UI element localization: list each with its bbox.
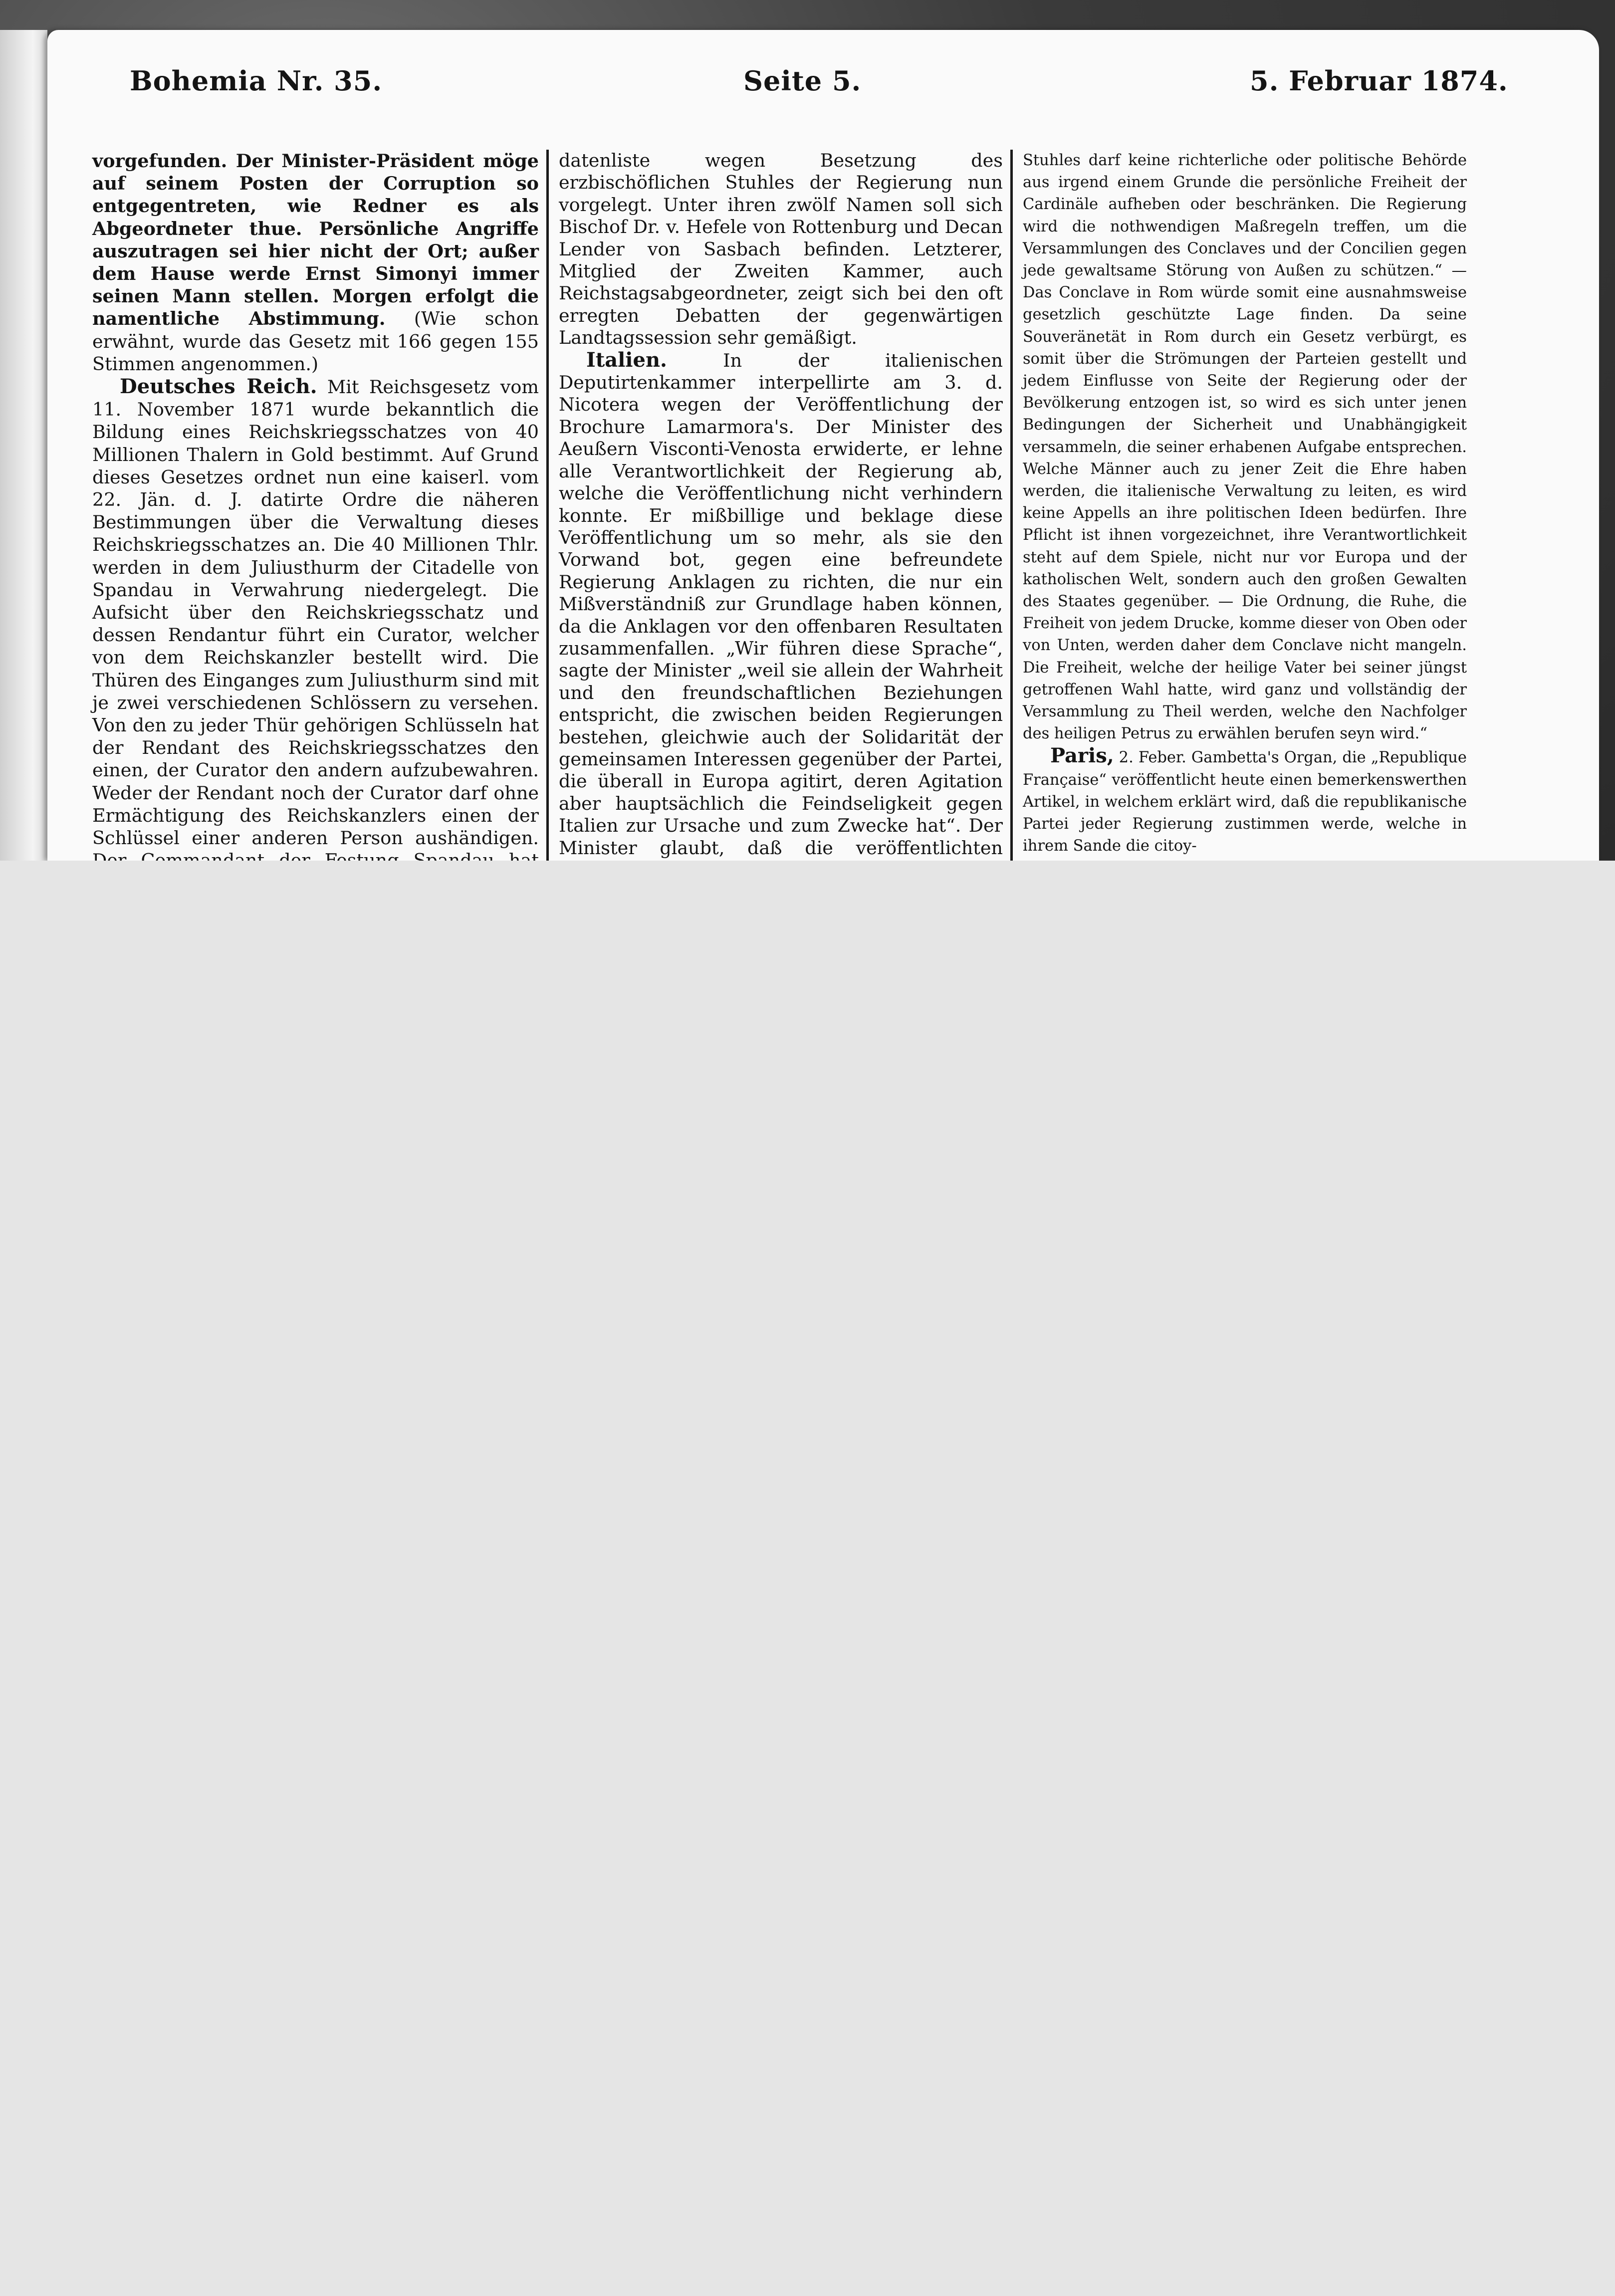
page-header bbox=[0, 65, 1615, 105]
section-head-paris: Paris, bbox=[1050, 744, 1114, 768]
col1-p1-text: (Wie schon erwähnt, wurde das Gesetz mit 166 gegen 155 Stimmen angenommen.) bbox=[92, 308, 539, 375]
left-page-edge bbox=[0, 30, 49, 861]
column-3-paragraph-2 bbox=[1023, 745, 1467, 857]
column-2-paragraph-2 bbox=[559, 349, 1003, 926]
header-date: 5. Februar 1874. bbox=[1250, 65, 1508, 97]
column-3 bbox=[1023, 150, 1467, 861]
column-1-paragraph-2 bbox=[92, 375, 539, 917]
header-issue: Bohemia Nr. 35. bbox=[130, 65, 383, 97]
column-divider-2 bbox=[1010, 150, 1013, 861]
section-head-deutsches-reich: Deutsches Reich. bbox=[120, 375, 317, 399]
column-1 bbox=[92, 150, 539, 861]
col1-p2-text: Mit Reichsgesetz vom 11. November 1871 wurde bekanntlich die Bildung eines Reichskriegsschatzes von 40 Millionen Thalern in Gold bestimmt. Auf Grund dieses Gesetzes ordnet nun eine kaiserl. vom 22. Jän. d. J. datirte Ordre die näheren Bestimmungen über die Verwaltung dieses Reichskriegsschatzes an. Die 40 Millionen Thlr. werden in dem Juliusthurm der Citadelle von Spandau in Verwahrung niedergelegt. Die Aufsicht über den Reichskriegsschatz und dessen Rendantur führt ein Curator, welcher von dem Reichskanzler bestellt wird. Die Thüren des Einganges zum Juliusthurm sind mit je zwei verschiedenen Schlössern zu versehen. Von den zu jeder Thür gehörigen Schlüsseln hat der Rendant des Reichskriegsschatzes den einen, der Curator den andern aufzubewahren. Weder der Rendant noch der Curator darf ohne Ermächtigung des Reichskanzlers einen der Schlüssel einer anderen Person aushändigen. bbox=[92, 376, 539, 849]
column-2-paragraph-1: datenliste wegen Besetzung des erzbischöflichen Stuhles der Regierung nun vorgelegt. Unter ihren zwölf Namen soll sich Bischof Dr. v. Hefele von Rottenburg und Decan Lender von Sasbach befinden. Letzterer, Mitglied der Zweiten Kammer, auch Reichstagsabgeordneter, zeigt sich bei den oft erregten Debatten der gegenwärtigen Landtagssession sehr gemäßigt. bbox=[559, 150, 1003, 349]
section-head-italien: Italien. bbox=[586, 348, 667, 372]
column-divider-1 bbox=[546, 150, 549, 861]
col3-p2-text: 2. Feber. Gambetta's Organ, die „Republique Française“ veröffentlicht heute einen bemerkenswerthen Artikel, in welchem erklärt wird, daß die republikanische Partei jeder Regierung zustimmen werde, welche in ihrem Sande die citoy- bbox=[1023, 749, 1467, 855]
col1-p1-bold-text: vorgefunden. Der Minister-Präsident möge auf seinem Posten der Corruption so entgegentreten, wie Redner es als Abgeordneter thue. Persönliche Angriffe auszutragen sei hier nicht der Ort; außer dem Hause werde Ernst Simonyi immer seinen Mann stellen. Morgen erfolgt die namentliche Abstimmung. bbox=[92, 150, 539, 330]
header-page-number: Seite 5. bbox=[743, 65, 862, 97]
column-1-paragraph-1 bbox=[92, 150, 539, 375]
blank-lower-area bbox=[0, 861, 1615, 2296]
column-3-paragraph-1: Stuhles darf keine richterliche oder politische Behörde aus irgend einem Grunde die persönliche Freiheit der Cardinäle aufheben oder beschränken. Die Regierung wird die nothwendigen Maßregeln treffen, um die Versammlungen des Conclaves und der Concilien gegen jede gewaltsame Störung von Außen zu schützen.“ — Das Conclave in Rom würde somit eine ausnahmsweise gesetzlich geschützte Lage finden. Da seine Souveränetät in Rom durch ein Gesetz verbürgt, es somit über die Strömungen der Parteien gestellt und jedem Einflusse von Seite der Regierung oder der Bevölkerung entzogen ist, so wird es sich unter jenen Bedingungen der Sicherheit und Unabhängigkeit versammeln, die seiner erhabenen Aufgabe entsprechen. Welche Männer auch zu jener Zeit die Ehre haben werden, die italienische Verwaltung zu leiten, es wird keine Appells an ihre politischen Ideen bedürfen. Ihre Pflicht ist ihnen vorgezeichnet, ihre Verantwortlichkeit steht auf dem Spiele, nicht nur vor Europa und der katholischen Welt, sondern auch den großen Gewalten des Staates gegenüber. — Die Ordnung, die Ruhe, die Freiheit von jedem Drucke, komme dieser von Oben oder von Unten, werden daher dem Conclave nicht mangeln. Die Freiheit, welche der heilige Vater bei seiner jüngst getroffenen Wahl hatte, wird ganz und vollständig der Versammlung zu Theil werden, welche den Nachfolger des heiligen Petrus zu erwählen berufen seyn wird.“ bbox=[1023, 152, 1467, 743]
column-2 bbox=[559, 150, 1003, 861]
col2-p2-text: In der italienischen Deputirtenkammer interpellirte am 3. d. Nicotera wegen der Veröffentlichung der Brochure Lamarmora's. Der Minister des Aeußern Visconti-Venosta erwiderte, er lehne alle Verantwortlichkeit der Regierung ab, welche die Veröffentlichung nicht verhindern konnte. Er mißbillige und beklage diese Veröffentlichung um so mehr, als sie den Vorwand bot, gegen eine befreundete Regierung Anklagen zu richten, die nur ein Mißverständniß zur Grundlage haben können, da die Anklagen vor den offenbaren Resultaten zusammenfallen. „Wir führen diese Sprache“, sagte der Minister „weil sie allein der Wahrheit und den freundschaftlichen Beziehungen entspricht, die zwischen beiden Regierungen bestehen, gleichwie auch der Solidarität der gemeinsamen Interessen gegenüber der Partei, die überall in Europa agitirt, deren Agitation aber hauptsächlich die Feindseligkeit gegen Italien zur Ursache und zum Zwecke hat“. Der Minister glaubt, daß die veröffentlichten bbox=[559, 349, 1003, 859]
